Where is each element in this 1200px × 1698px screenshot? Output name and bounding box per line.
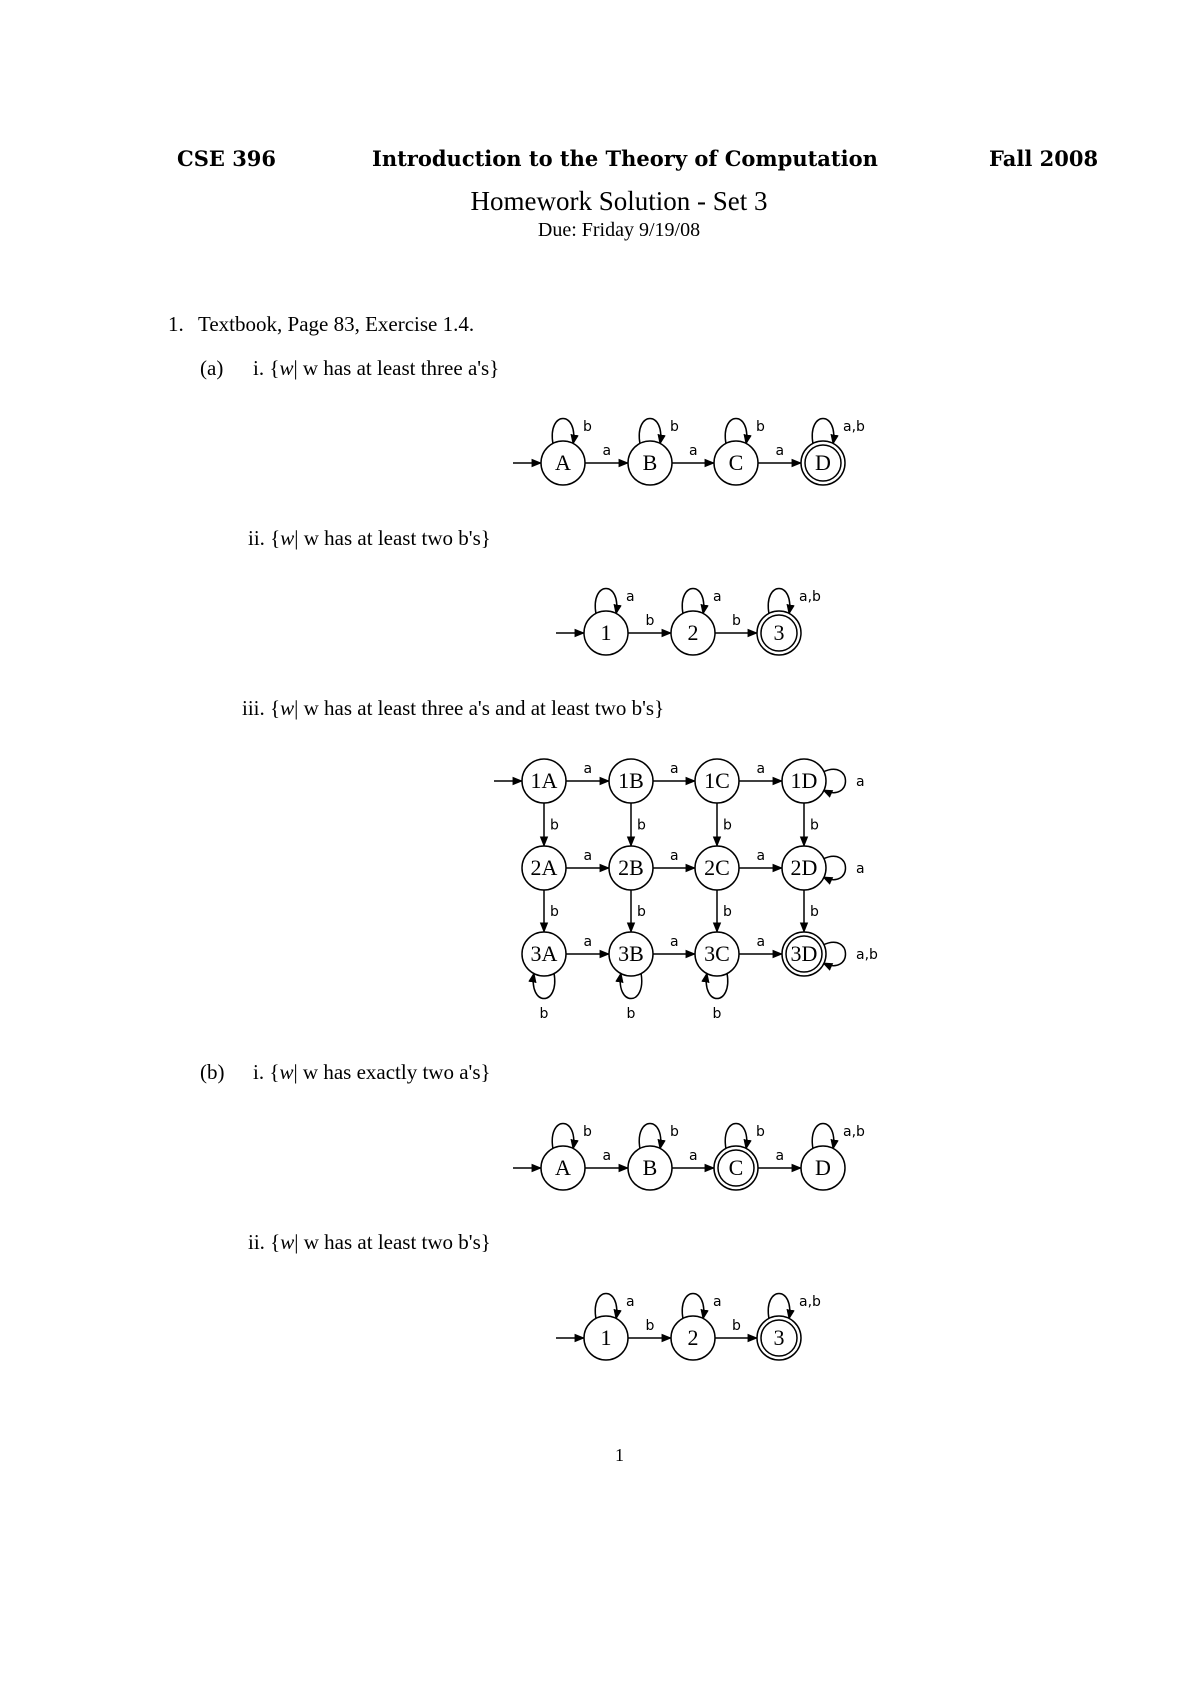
state-label: 3D [790, 941, 818, 966]
transition-label: b [810, 817, 819, 834]
self-loop-b [639, 419, 661, 445]
item-numeral: i. [253, 356, 265, 380]
state-label: 3 [773, 620, 785, 645]
state-label: 1 [600, 1325, 612, 1350]
transition-label: a [689, 443, 698, 459]
transition-label: a [602, 1148, 612, 1164]
self-loop-3b [620, 973, 642, 999]
self-loop-a [552, 1124, 574, 1150]
self-loop-3c [706, 973, 728, 999]
state-2b [609, 846, 653, 890]
transition-label: a [626, 589, 635, 605]
transition-label: a [670, 761, 679, 777]
transition-label: b [810, 904, 819, 920]
transition-label: b [637, 904, 646, 920]
state-b [628, 441, 672, 485]
transition-label: a [756, 934, 766, 950]
transition-label: b [732, 1318, 741, 1334]
state-label: 1B [618, 768, 644, 793]
state-label: C [728, 1155, 744, 1180]
transition-label: b [550, 904, 559, 920]
self-loop-2 [682, 589, 704, 615]
state-label: 2D [790, 855, 818, 880]
transition-label: b [583, 1124, 592, 1140]
dfa-diagram-a-i [505, 405, 885, 501]
transition-label: a [583, 848, 593, 864]
dfa-diagram-a-ii [548, 575, 868, 671]
self-loop-d [812, 419, 834, 445]
state-a [541, 1146, 585, 1190]
language-description: w has exactly two a's [302, 1060, 481, 1084]
transition-label: b [645, 1318, 655, 1334]
part-a-label: (a) [200, 356, 224, 380]
transition-label: b [626, 1006, 636, 1022]
state-label: 2 [687, 620, 699, 645]
transition-label: a [670, 934, 679, 950]
transition-label: a [583, 934, 593, 950]
transition-label: a [602, 443, 612, 459]
state-label: 3B [618, 941, 644, 966]
self-loop-1 [595, 1294, 617, 1320]
state-label: D [815, 450, 831, 475]
language-description: w has at least two b's [303, 526, 481, 550]
due-date: Due: Friday 9/19/08 [537, 219, 701, 241]
state-label: 3C [704, 941, 730, 966]
item-a-i: i. {w| w has at least three a's} [253, 356, 500, 380]
transition-label: a [583, 761, 593, 777]
state-label: 1 [600, 620, 612, 645]
state-label: 1C [704, 768, 730, 793]
state-a [541, 441, 585, 485]
state-label: 2B [618, 855, 644, 880]
state-1 [584, 611, 628, 655]
problem-number: 1. [168, 312, 184, 336]
state-label: D [815, 1155, 831, 1180]
transition-label: b [670, 1124, 679, 1140]
state-label: 2 [687, 1325, 699, 1350]
transition-label: a,b [799, 1294, 821, 1310]
item-a-iii: iii. {w| w has at least three a's and at least two b's} [242, 696, 665, 720]
item-b-ii: ii. {w| w has at least two b's} [248, 1230, 491, 1254]
document-title: Homework Solution - Set 3 [470, 186, 768, 216]
transition-label: a [756, 848, 766, 864]
transition-label: a [626, 1294, 635, 1310]
state-label: A [555, 450, 571, 475]
item-a-ii: ii. {w| w has at least two b's} [248, 526, 491, 550]
transition-label: b [645, 613, 655, 629]
transition-label: b [723, 904, 732, 920]
state-3 [757, 611, 801, 655]
state-label: 3A [530, 941, 558, 966]
self-loop-3 [768, 589, 790, 615]
dfa-diagram-b-i [505, 1110, 885, 1206]
state-2 [671, 1316, 715, 1360]
state-label: 3 [773, 1325, 785, 1350]
self-loop-c [725, 419, 747, 445]
transition-label: a,b [843, 1124, 865, 1140]
page-number: 1 [615, 1445, 624, 1465]
transition-label: a,b [799, 589, 821, 605]
state-label: 1D [790, 768, 818, 793]
state-2a [522, 846, 566, 890]
transition-label: a [713, 1294, 722, 1310]
transition-label: b [732, 613, 741, 629]
item-numeral: ii. [248, 526, 265, 550]
state-label: A [555, 1155, 571, 1180]
course-code: CSE 396 [177, 146, 277, 171]
self-loop-d [812, 1124, 834, 1150]
state-b [628, 1146, 672, 1190]
term: Fall 2008 [989, 146, 1099, 171]
transition-label: a,b [843, 419, 865, 435]
state-label: 1A [530, 768, 558, 793]
language-description: w has at least three a's and at least two b's [303, 696, 655, 720]
state-c [714, 1146, 758, 1190]
transition-label: b [637, 817, 646, 834]
transition-label: b [756, 1124, 765, 1140]
state-3c [695, 932, 739, 976]
transition-label: a [670, 848, 679, 864]
transition-label: b [723, 817, 732, 834]
transition-label: a [756, 761, 766, 777]
transition-label: a [856, 774, 865, 790]
state-3 [757, 1316, 801, 1360]
state-1c [695, 759, 739, 803]
transition-label: a [775, 1148, 785, 1164]
transition-label: b [550, 817, 559, 834]
item-b-i: i. {w| w has exactly two a's} [253, 1060, 491, 1084]
self-loop-1 [595, 589, 617, 615]
transition-label: b [712, 1006, 722, 1022]
self-loop-c [725, 1124, 747, 1150]
language-description: w has at least two b's [303, 1230, 481, 1254]
transition-label: b [670, 419, 679, 435]
transition-label: b [756, 419, 765, 435]
transition-label: b [539, 1006, 549, 1022]
course-title: Introduction to the Theory of Computation [372, 146, 878, 171]
state-2c [695, 846, 739, 890]
dfa-diagram-a-iii [488, 745, 908, 1030]
state-c [714, 441, 758, 485]
self-loop-b [639, 1124, 661, 1150]
transition-label: a [713, 589, 722, 605]
state-d [801, 1146, 845, 1190]
self-loop-3a [533, 973, 555, 999]
item-numeral: i. [253, 1060, 265, 1084]
state-1 [584, 1316, 628, 1360]
self-loop-3 [768, 1294, 790, 1320]
item-numeral: iii. [242, 696, 265, 720]
state-2 [671, 611, 715, 655]
state-1b [609, 759, 653, 803]
language-description: w has at least three a's [302, 356, 490, 380]
state-d [801, 441, 845, 485]
problem-text: Textbook, Page 83, Exercise 1.4. [198, 312, 475, 336]
state-1a [522, 759, 566, 803]
state-3a [522, 932, 566, 976]
state-2d [782, 846, 826, 890]
state-label: C [728, 450, 744, 475]
item-numeral: ii. [248, 1230, 265, 1254]
state-3b [609, 932, 653, 976]
self-loop-2 [682, 1294, 704, 1320]
state-label: 2C [704, 855, 730, 880]
transition-label: a [689, 1148, 698, 1164]
state-label: 2A [530, 855, 558, 880]
transition-label: a,b [856, 947, 878, 963]
part-b-label: (b) [200, 1060, 225, 1084]
state-1d [782, 759, 826, 803]
state-label: B [642, 1155, 658, 1180]
state-label: B [642, 450, 658, 475]
transition-label: b [583, 419, 592, 435]
self-loop-a [552, 419, 574, 445]
transition-label: a [856, 861, 865, 877]
transition-label: a [775, 443, 785, 459]
dfa-diagram-b-ii [548, 1280, 868, 1376]
state-3d [782, 932, 826, 976]
